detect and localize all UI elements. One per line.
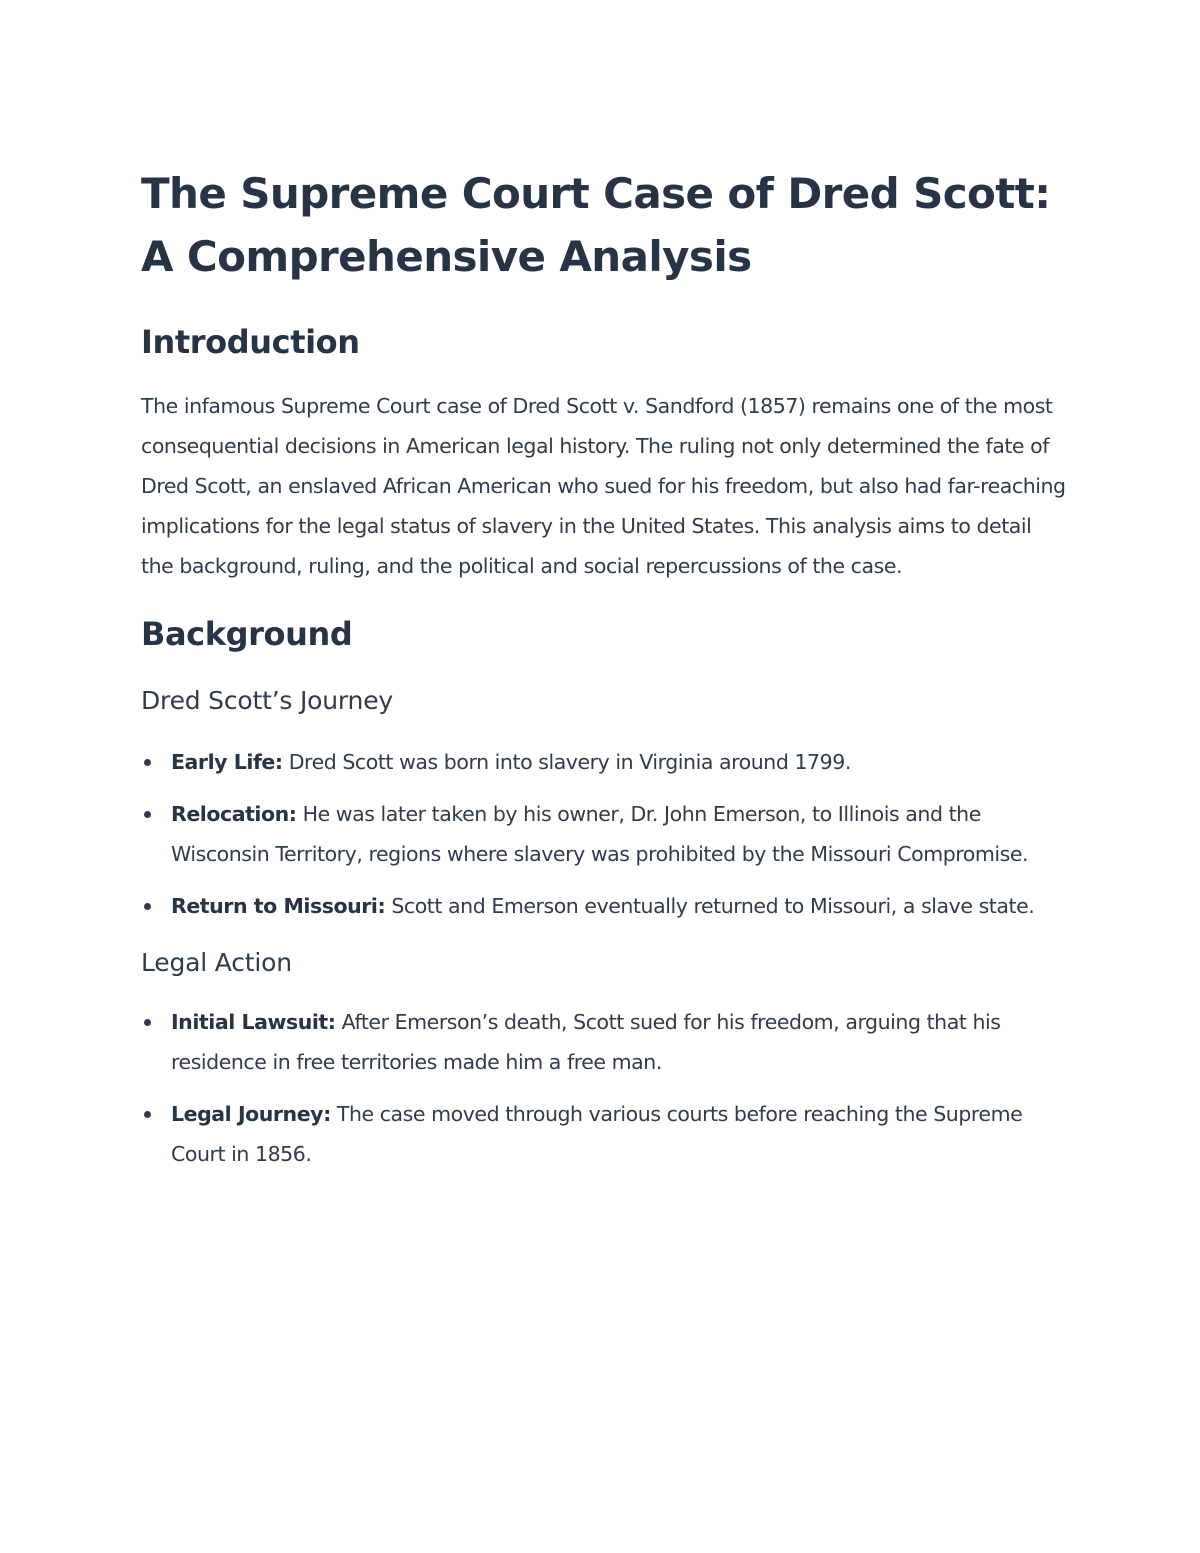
list-item-text: Dred Scott was born into slavery in Virginia around 1799. [282,750,851,774]
list-item [141,1094,1066,1174]
title-line-2: A Comprehensive Analysis [141,232,752,281]
bullet-icon [144,903,151,910]
legal-action-list [141,1002,1066,1174]
list-item-label: Early Life: [171,750,283,774]
journey-list [141,742,1066,926]
bullet-icon [144,811,151,818]
background-heading: Background [141,615,353,653]
title-line-1: The Supreme Court Case of Dred Scott: [141,169,1051,218]
list-item [141,794,1066,874]
list-item-label: Return to Missouri: [171,894,386,918]
journey-subheading: Dred Scott’s Journey [141,686,393,715]
introduction-heading: Introduction [141,323,360,361]
document-title [141,162,1066,288]
document-page [141,162,1066,1174]
list-item-label: Initial Lawsuit: [171,1010,336,1034]
list-item [141,886,1066,926]
list-item-text: Scott and Emerson eventually returned to Missouri, a slave state. [385,894,1035,918]
list-item-text: The case moved through various courts before reaching the Supreme Court in 1856. [171,1102,1023,1166]
list-item [141,1002,1066,1082]
bullet-icon [144,1019,151,1026]
introduction-paragraph: The infamous Supreme Court case of Dred Scott v. Sandford (1857) remains one of the most consequential decisions in American legal history. The ruling not only determined the fate of Dred Scott, an enslaved African American who sued for his freedom, but also had far-reaching implications for the legal status of slavery in the United States. This analysis aims to detail the background, ruling, and the political and social repercussions of the case. [141,394,1066,578]
list-item-text: After Emerson’s death, Scott sued for his freedom, arguing that his residence in free territories made him a free man. [171,1010,1001,1074]
list-item [141,742,1066,782]
bullet-icon [144,1111,151,1118]
bullet-icon [144,759,151,766]
legal-action-subheading: Legal Action [141,948,292,977]
list-item-label: Legal Journey: [171,1102,331,1126]
list-item-text: He was later taken by his owner, Dr. John Emerson, to Illinois and the Wisconsin Territory, regions where slavery was prohibited by the Missouri Compromise. [171,802,1029,866]
list-item-label: Relocation: [171,802,297,826]
